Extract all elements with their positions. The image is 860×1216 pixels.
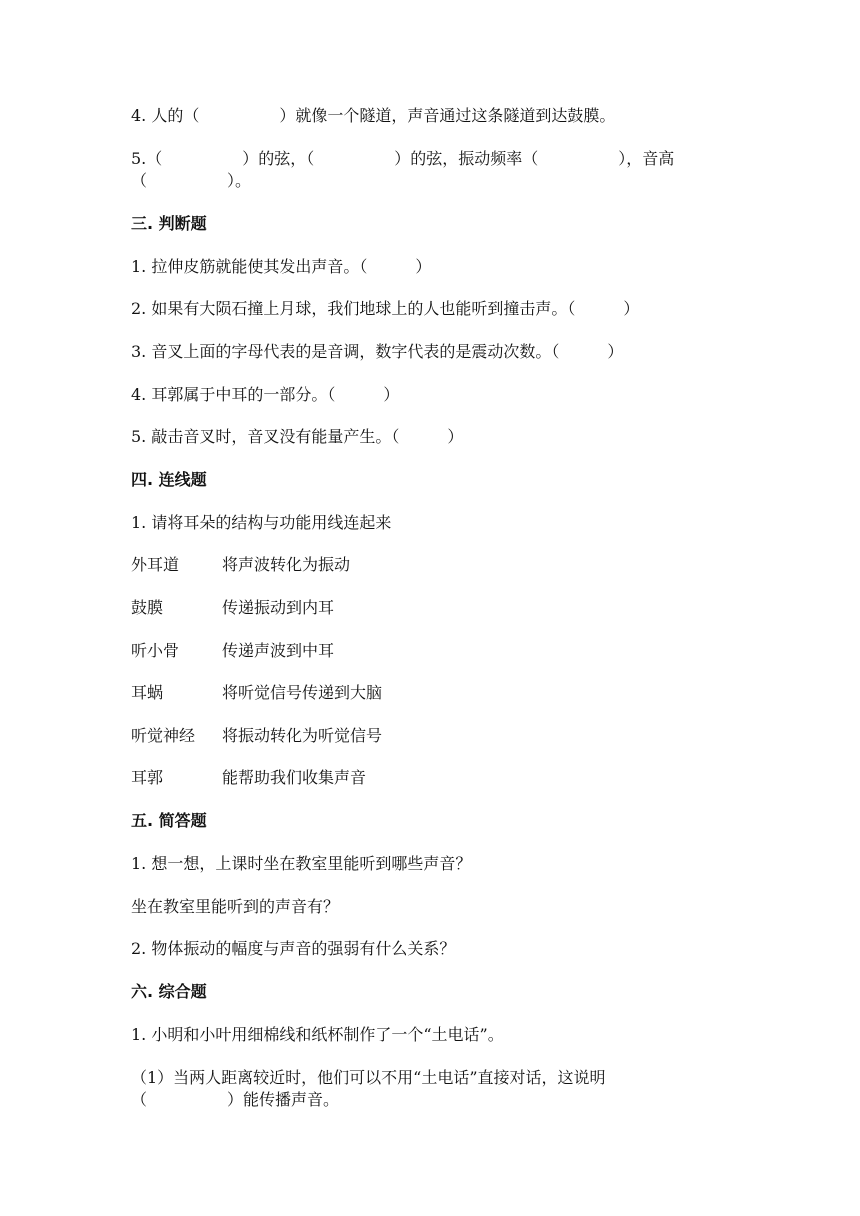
matching-function: 传递振动到内耳 [222,598,335,617]
matching-function: 能帮助我们收集声音 [222,768,367,787]
matching-structure: 听觉神经 [131,726,196,745]
section-heading-matching: 四. 连线题 [131,470,207,489]
matching-function: 传递声波到中耳 [222,641,335,660]
matching-structure: 外耳道 [131,555,180,574]
section-heading-comprehensive: 六. 综合题 [131,982,207,1001]
fill-blank-question-4: 4. 人的（ ）就像一个隧道，声音通过这条隧道到达鼓膜。 [131,106,616,125]
comprehensive-question-1: 1. 小明和小叶用细棉线和纸杯制作了一个“土电话”。 [131,1025,504,1044]
matching-structure: 耳郭 [131,768,164,787]
section-heading-short-answer: 五. 简答题 [131,811,207,830]
matching-function: 将振动转化为听觉信号 [222,726,383,745]
section-heading-judgement: 三. 判断题 [131,214,207,233]
judgement-item-3: 3. 音叉上面的字母代表的是音调，数字代表的是震动次数。（ ） [131,342,624,361]
short-answer-question-2: 2. 物体振动的幅度与声音的强弱有什么关系？ [131,939,456,958]
fill-blank-question-5-continued: （ ）。 [131,171,252,190]
matching-function: 将声波转化为振动 [222,555,351,574]
comprehensive-subquestion-1-continued: （ ）能传播声音。 [131,1090,340,1109]
judgement-item-1: 1. 拉伸皮筋就能使其发出声音。（ ） [131,257,432,276]
judgement-item-2: 2. 如果有大陨石撞上月球，我们地球上的人也能听到撞击声。（ ） [131,299,640,318]
short-answer-question-1: 1. 想一想，上课时坐在教室里能听到哪些声音？ [131,854,472,873]
comprehensive-subquestion-1: （1）当两人距离较近时，他们可以不用“土电话”直接对话，这说明 [131,1068,606,1087]
matching-question-1: 1. 请将耳朵的结构与功能用线连起来 [131,513,392,532]
matching-function: 将听觉信号传递到大脑 [222,683,383,702]
matching-structure: 鼓膜 [131,598,164,617]
short-answer-prompt: 坐在教室里能听到的声音有？ [131,897,340,916]
fill-blank-question-5: 5.（ ）的弦，（ ）的弦，振动频率（ ），音高 [131,149,675,168]
matching-structure: 耳蜗 [131,683,164,702]
judgement-item-5: 5. 敲击音叉时，音叉没有能量产生。（ ） [131,427,464,446]
matching-structure: 听小骨 [131,641,180,660]
judgement-item-4: 4. 耳郭属于中耳的一部分。（ ） [131,385,400,404]
